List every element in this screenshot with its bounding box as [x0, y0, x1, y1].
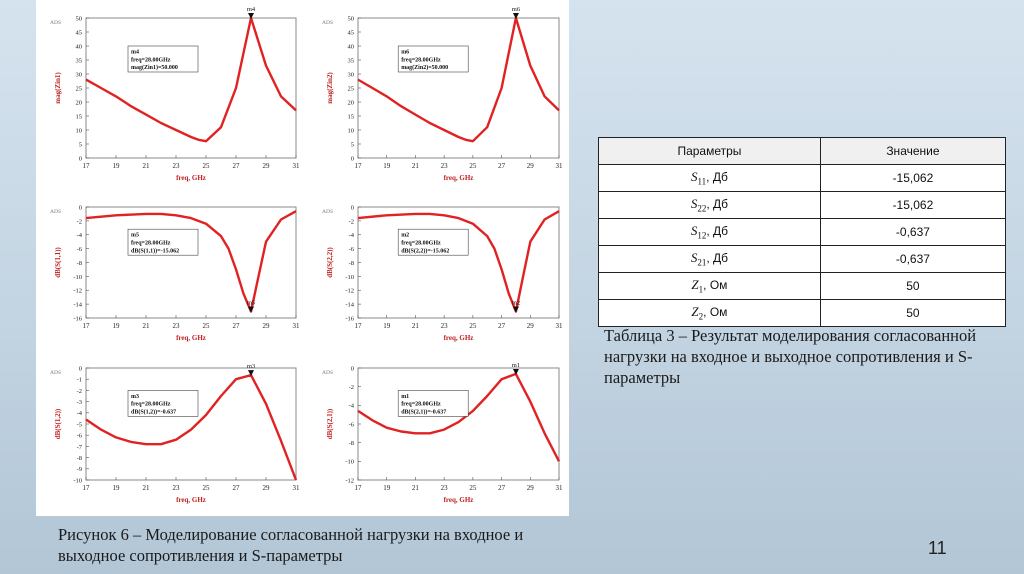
param-subscript: 11	[697, 176, 707, 187]
value-cell: -15,062	[820, 165, 1005, 192]
y-tick-label: -1	[76, 376, 82, 384]
param-subscript: 12	[697, 230, 707, 241]
x-tick-label: 25	[469, 322, 477, 330]
param-symbol	[690, 196, 707, 214]
x-tick-label: 23	[172, 484, 180, 492]
y-tick-label: 30	[75, 71, 82, 79]
y-tick-label: 0	[350, 204, 354, 212]
x-tick-label: 21	[411, 162, 419, 170]
marker-name: m4	[246, 6, 256, 13]
y-tick-label: 10	[75, 127, 82, 135]
ads-corner-label: ADS	[50, 370, 62, 376]
y-tick-label: -2	[348, 384, 354, 392]
param-unit: , Дб	[706, 251, 728, 266]
x-tick-label: 29	[526, 484, 534, 492]
y-axis-label: dB(S(2,1))	[326, 408, 334, 440]
x-tick-label: 29	[262, 322, 270, 330]
marker-readout-line: dB(S(1,2))=-0.637	[131, 409, 177, 416]
y-axis-label: mag(Zin2)	[326, 72, 334, 104]
param-cell	[599, 246, 821, 273]
param-cell	[599, 165, 821, 192]
param-letter: Z	[691, 304, 699, 320]
marker-readout-line: dB(S(1,1))=-15.062	[131, 248, 180, 255]
y-tick-label: -10	[345, 273, 354, 281]
y-axis-label: dB(S(1,1))	[54, 247, 62, 278]
param-cell	[599, 300, 821, 327]
param-letter: S	[691, 169, 698, 185]
y-tick-label: -14	[73, 301, 82, 309]
y-tick-label: -4	[76, 410, 82, 418]
y-tick-label: 15	[347, 113, 354, 121]
x-tick-label: 29	[262, 162, 270, 170]
y-tick-label: -6	[76, 432, 82, 440]
value-cell: -0,637	[820, 246, 1005, 273]
ads-corner-label: ADS	[50, 20, 62, 26]
y-tick-label: 20	[347, 99, 354, 107]
y-axis-label: dB(S(1,2))	[54, 408, 62, 440]
y-tick-label: 40	[75, 43, 82, 51]
marker-readout-line: freq=28.00GHz	[131, 240, 171, 247]
y-tick-label: 35	[347, 57, 354, 65]
plot-area	[86, 368, 296, 480]
x-tick-label: 23	[172, 322, 180, 330]
param-letter: S	[690, 196, 698, 212]
y-tick-label: -5	[76, 421, 82, 429]
y-tick-label: 40	[347, 43, 354, 51]
ads-corner-label: ADS	[322, 20, 334, 26]
y-tick-label: 25	[347, 85, 354, 93]
param-letter: S	[690, 223, 698, 239]
x-tick-label: 25	[469, 162, 477, 170]
marker-readout-line: m4	[131, 49, 139, 56]
param-cell	[599, 219, 821, 246]
table-body	[599, 165, 1006, 327]
x-tick-label: 21	[411, 322, 419, 330]
table-caption: Таблица 3 – Результат моделирования согласованной нагрузки на входное и выходное сопротивления и S-параметры	[604, 326, 977, 387]
x-tick-label: 29	[262, 484, 270, 492]
y-tick-label: 25	[75, 85, 82, 93]
y-tick-label: -8	[348, 259, 354, 267]
x-tick-label: 27	[498, 162, 506, 170]
param-symbol	[691, 169, 707, 187]
y-axis-label: mag(Zin1)	[54, 72, 62, 104]
param-symbol	[691, 304, 704, 322]
x-tick-label: 27	[498, 322, 506, 330]
y-tick-label: -10	[73, 477, 82, 485]
marker-readout-line: mag(Zin2)=50.000	[401, 65, 449, 72]
page-number: 11	[928, 538, 947, 558]
x-tick-label: 21	[142, 162, 150, 170]
x-tick-label: 17	[82, 322, 90, 330]
param-subscript: 22	[697, 203, 707, 214]
y-tick-label: -6	[76, 246, 82, 254]
x-tick-label: 31	[555, 322, 563, 330]
marker-readout-line: m2	[401, 232, 410, 239]
y-tick-label: -6	[348, 421, 354, 429]
x-axis-label: freq, GHz	[176, 174, 206, 182]
x-tick-label: 17	[354, 484, 362, 492]
x-axis-label: freq, GHz	[176, 496, 206, 504]
value-cell: -15,062	[820, 192, 1005, 219]
marker-readout-line: m6	[401, 49, 410, 56]
marker-readout-line: dB(S(2,1))=-0.637	[401, 409, 447, 416]
x-tick-label: 29	[526, 162, 534, 170]
x-tick-label: 29	[526, 322, 534, 330]
x-tick-label: 19	[383, 484, 391, 492]
x-tick-label: 23	[440, 162, 448, 170]
marker-readout-line: mag(Zin1)=50.000	[131, 65, 178, 72]
header-value: Значение	[820, 138, 1005, 165]
y-tick-label: -12	[345, 287, 354, 295]
param-letter: Z	[691, 277, 699, 293]
y-tick-label: 0	[350, 155, 354, 163]
marker-readout-line: m1	[401, 393, 410, 400]
y-tick-label: 0	[78, 204, 82, 212]
plot-area	[358, 207, 559, 318]
x-tick-label: 25	[202, 162, 210, 170]
marker-name: m3	[246, 363, 256, 371]
y-tick-label: -2	[348, 218, 354, 226]
param-subscript: 1	[698, 284, 704, 295]
y-tick-label: 50	[75, 15, 82, 23]
marker-name: m1	[511, 361, 521, 369]
x-tick-label: 25	[469, 484, 477, 492]
x-tick-label: 19	[383, 322, 391, 330]
table-row	[599, 165, 1006, 192]
x-tick-label: 31	[555, 484, 563, 492]
table-row	[599, 219, 1006, 246]
x-tick-label: 25	[202, 484, 210, 492]
plot-s12	[36, 354, 306, 510]
marker-name: m5	[246, 299, 256, 307]
x-tick-label: 31	[292, 322, 300, 330]
x-tick-label: 25	[202, 322, 210, 330]
y-axis-label: dB(S(2,2))	[326, 247, 334, 278]
x-tick-label: 23	[440, 322, 448, 330]
y-tick-label: -9	[76, 466, 82, 474]
param-unit: , Ом	[703, 278, 728, 293]
results-table-wrap	[598, 137, 1006, 327]
y-tick-label: 30	[347, 71, 354, 79]
y-tick-label: -8	[348, 440, 354, 448]
plot-s21	[308, 354, 569, 510]
plot-area	[358, 368, 559, 480]
param-unit: , Дб	[706, 197, 728, 212]
ads-corner-label: ADS	[50, 209, 62, 215]
y-tick-label: -2	[76, 218, 82, 226]
y-tick-label: -16	[345, 315, 354, 323]
y-tick-label: -4	[76, 232, 82, 240]
plot-area	[86, 207, 296, 318]
y-tick-label: -8	[76, 455, 82, 462]
value-cell: 50	[820, 273, 1005, 300]
y-tick-label: 0	[350, 365, 354, 373]
plot-zin2	[308, 4, 569, 188]
y-tick-label: 50	[347, 15, 354, 23]
y-tick-label: 0	[78, 155, 82, 163]
x-tick-label: 31	[555, 162, 563, 170]
x-tick-label: 27	[232, 162, 240, 170]
marker-readout-line: freq=28.00GHz	[401, 401, 441, 408]
x-tick-label: 19	[383, 162, 391, 170]
y-tick-label: -7	[76, 443, 82, 451]
marker-readout-line: freq=28.00GHz	[131, 57, 171, 64]
param-subscript: 2	[698, 311, 704, 322]
y-tick-label: -4	[348, 232, 354, 240]
y-tick-label: 0	[78, 365, 82, 373]
y-tick-label: 45	[75, 29, 82, 37]
param-unit: , Ом	[703, 305, 728, 320]
table-row	[599, 300, 1006, 327]
param-unit: , Дб	[706, 224, 728, 239]
y-tick-label: -10	[73, 273, 82, 281]
x-tick-label: 27	[232, 484, 240, 492]
plot-zin1	[36, 4, 306, 188]
y-tick-label: 35	[75, 57, 82, 65]
y-tick-label: 5	[78, 141, 82, 149]
x-tick-label: 19	[112, 322, 120, 330]
x-tick-label: 31	[292, 162, 300, 170]
figure-caption: Рисунок 6 – Моделирование согласованной нагрузки на входное и выходное сопротивления и S-параметры	[58, 525, 524, 565]
y-tick-label: -2	[76, 387, 82, 395]
y-tick-label: -8	[76, 259, 82, 267]
marker-readout-line: freq=28.00GHz	[401, 240, 441, 247]
x-tick-label: 17	[82, 484, 90, 492]
figure-panel	[36, 0, 569, 516]
header-param: Параметры	[599, 138, 821, 165]
x-tick-label: 21	[142, 322, 150, 330]
y-tick-label: 5	[350, 141, 354, 149]
y-tick-label: -10	[345, 458, 354, 466]
param-unit: , Дб	[706, 170, 728, 185]
param-subscript: 21	[697, 257, 707, 268]
x-tick-label: 23	[172, 162, 180, 170]
marker-name: m6	[511, 6, 521, 13]
value-cell: -0,637	[820, 219, 1005, 246]
y-tick-label: 45	[347, 29, 354, 37]
x-axis-label: freq, GHz	[443, 174, 474, 182]
plot-s11	[36, 193, 306, 348]
x-tick-label: 27	[232, 322, 240, 330]
y-tick-label: -4	[348, 402, 354, 410]
table-header-row	[599, 138, 1006, 165]
x-axis-label: freq, GHz	[443, 334, 474, 342]
x-tick-label: 23	[440, 484, 448, 492]
y-tick-label: -16	[73, 315, 82, 323]
table-row	[599, 192, 1006, 219]
x-tick-label: 17	[354, 162, 362, 170]
y-tick-label: 10	[347, 127, 354, 135]
marker-readout-line: dB(S(2,2))=-15.062	[401, 248, 450, 255]
y-tick-label: -14	[345, 301, 354, 309]
x-tick-label: 21	[142, 484, 150, 492]
y-tick-label: -12	[73, 287, 82, 295]
table-row	[599, 246, 1006, 273]
x-tick-label: 27	[498, 484, 506, 492]
x-tick-label: 17	[82, 162, 90, 170]
y-tick-label: 15	[75, 113, 82, 121]
x-tick-label: 21	[411, 484, 419, 492]
x-tick-label: 19	[112, 162, 120, 170]
results-table	[598, 137, 1006, 327]
ads-corner-label: ADS	[322, 370, 334, 376]
y-tick-label: -12	[345, 477, 354, 485]
marker-readout-line: freq=28.00GHz	[131, 401, 171, 408]
marker-readout-line: m5	[131, 232, 139, 239]
marker-readout-line: m3	[131, 393, 139, 400]
param-cell	[599, 192, 821, 219]
x-tick-label: 19	[112, 484, 120, 492]
param-symbol	[691, 277, 704, 295]
param-symbol	[690, 250, 707, 268]
x-axis-label: freq, GHz	[443, 496, 474, 504]
y-tick-label: -6	[348, 246, 354, 254]
x-tick-label: 31	[292, 484, 300, 492]
plot-s22	[308, 193, 569, 348]
param-letter: S	[690, 250, 698, 266]
marker-readout-line: freq=28.00GHz	[401, 57, 441, 64]
y-tick-label: 20	[75, 99, 82, 107]
value-cell: 50	[820, 300, 1005, 327]
y-tick-label: -3	[76, 399, 82, 406]
param-cell	[599, 273, 821, 300]
table-row	[599, 273, 1006, 300]
x-axis-label: freq, GHz	[176, 334, 206, 342]
ads-corner-label: ADS	[322, 209, 334, 215]
marker-name: m2	[511, 299, 521, 307]
param-symbol	[690, 223, 707, 241]
x-tick-label: 17	[354, 322, 362, 330]
